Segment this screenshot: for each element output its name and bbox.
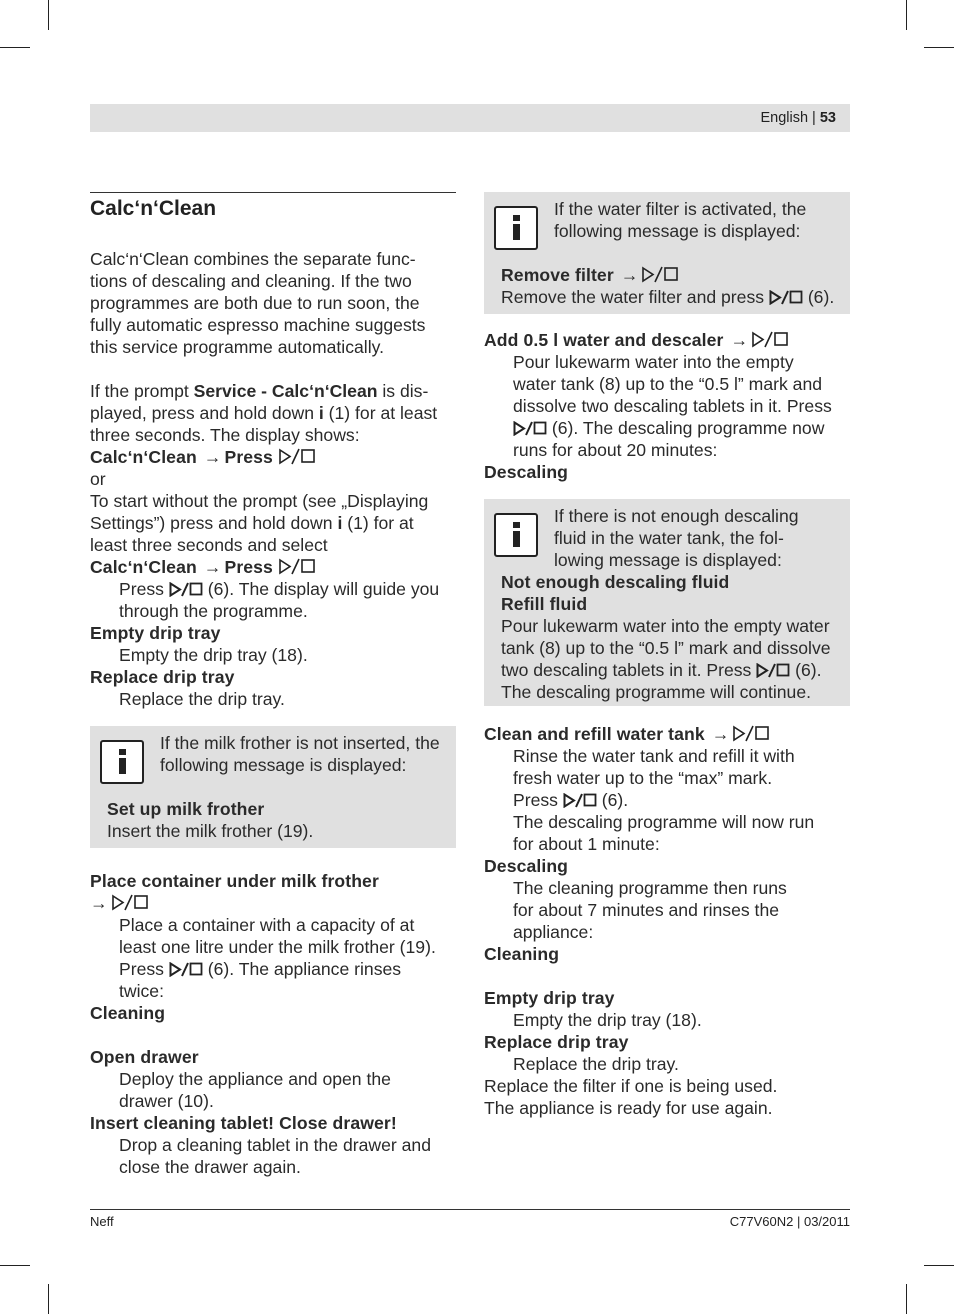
info-note (484, 499, 850, 706)
text-line (90, 578, 456, 600)
text-line: Place a container with a capacity of at (119, 915, 415, 935)
start-stop-symbol (563, 793, 597, 808)
crop-mark (906, 1284, 907, 1314)
start-stop-symbol (169, 582, 203, 597)
text: is dis- (377, 381, 429, 401)
text-line: If the water filter is activated, the (554, 199, 807, 219)
text-line: for about 1 minute: (513, 834, 660, 854)
display-message: Service - Calc‘n‘Clean (193, 381, 378, 401)
text-line: twice: (119, 981, 164, 1001)
text: (6). The descaling programme now (547, 418, 825, 438)
text: (6). (802, 287, 835, 307)
step-title: Insert cleaning tablet! Close drawer! (90, 1113, 397, 1133)
info-note (484, 192, 850, 314)
display-message: Descaling (484, 856, 569, 876)
text: played, press and hold down (90, 403, 319, 423)
text-line: The cleaning programme then runs (513, 878, 787, 898)
text-line (501, 659, 846, 681)
text-line: fluid in the water tank, the fol- (554, 528, 784, 548)
crop-mark (924, 1265, 954, 1266)
text-line: for about 7 minutes and rinses the (513, 900, 780, 920)
crop-mark (906, 0, 907, 30)
text-line: water tank (8) up to the “0.5 l” mark and (513, 374, 823, 394)
display-message: Descaling (484, 462, 569, 482)
text-line: this service programme automatically. (90, 337, 384, 357)
start-stop-symbol (756, 663, 790, 678)
right-column (484, 192, 850, 1119)
arrow-icon: → (620, 265, 639, 285)
text: (6). (790, 660, 822, 680)
info-icon (494, 513, 538, 557)
text: (6). The display will guide you (202, 579, 440, 599)
footer-brand: Neff (90, 1214, 114, 1229)
separator: | (812, 110, 816, 126)
text-line (484, 417, 850, 439)
start-stop-icon (732, 725, 772, 742)
text: (6). (596, 790, 629, 810)
text-line: Insert the milk frother (19). (107, 821, 314, 841)
text-line (501, 286, 846, 308)
start-stop-symbol (769, 290, 803, 305)
display-message (501, 264, 846, 286)
info-icon (494, 206, 538, 250)
page-number: 53 (819, 110, 836, 126)
step-title (484, 329, 850, 351)
start-stop-icon (751, 331, 791, 348)
text: Add 0.5 l water and descaler (484, 330, 724, 350)
crop-mark (924, 47, 954, 48)
step-title (484, 723, 850, 745)
step-title: Replace drip tray (484, 1032, 629, 1052)
text: Settings”) press and hold down (90, 513, 338, 533)
text-line: tions of descaling and cleaning. If the two (90, 271, 412, 291)
text-line: Pour lukewarm water into the empty (513, 352, 794, 372)
info-icon (100, 740, 144, 784)
text: Press (119, 579, 169, 599)
text-line: through the programme. (119, 601, 308, 621)
text-line: tank (8) up to the “0.5 l” mark and dissolve (501, 638, 831, 658)
text-line: If the milk frother is not inserted, the (160, 733, 440, 753)
language-label: English (760, 110, 809, 126)
text: (1) for at least (323, 403, 438, 423)
page-header (90, 104, 850, 132)
step-title: Place container under milk frother (90, 871, 379, 891)
step-title: Empty drip tray (90, 623, 221, 643)
crop-mark (48, 1284, 49, 1314)
display-message: Cleaning (484, 944, 560, 964)
text-line: Pour lukewarm water into the empty water (501, 616, 830, 636)
text-line: dissolve two descaling tablets in it. Press (513, 396, 832, 416)
text-line: The appliance is ready for use again. (484, 1098, 773, 1118)
footer-divider (90, 1209, 850, 1210)
text-line: Deploy the appliance and open the (119, 1069, 391, 1089)
start-stop-icon (278, 558, 318, 575)
text-line: Empty the drip tray (18). (513, 1010, 702, 1030)
text-line: Replace the filter if one is being used. (484, 1076, 778, 1096)
display-message: Refill fluid (501, 594, 588, 614)
arrow-icon: → (711, 724, 730, 744)
info-button-label: i (318, 403, 324, 423)
text-line: Empty the drip tray (18). (119, 645, 308, 665)
text: If the prompt (90, 381, 194, 401)
text: two descaling tablets in it. Press (501, 660, 757, 680)
text: Calc‘n‘Clean (90, 557, 197, 577)
arrow-icon: → (90, 893, 108, 913)
text-line: programmes are both due to run soon, the (90, 293, 420, 313)
text-line: lowing message is displayed: (554, 550, 782, 570)
start-stop-icon (111, 894, 151, 911)
text-line: fully automatic espresso machine suggests (90, 315, 426, 335)
text-line (90, 958, 456, 980)
display-message (90, 446, 456, 468)
text-line: The descaling programme will continue. (501, 682, 811, 702)
display-message (90, 556, 456, 578)
text-line (90, 402, 456, 424)
text: Press (513, 790, 563, 810)
text-line (90, 512, 456, 534)
text-line: fresh water up to the “max” mark. (513, 768, 773, 788)
arrow-icon: → (203, 447, 222, 467)
text-line: Replace the drip tray. (513, 1054, 679, 1074)
start-stop-symbol (513, 421, 547, 436)
info-note (90, 726, 456, 848)
text-line: Replace the drip tray. (119, 689, 285, 709)
display-message: Not enough descaling fluid (501, 572, 730, 592)
display-message (90, 892, 456, 914)
display-message: Cleaning (90, 1003, 166, 1023)
step-title: Open drawer (90, 1047, 199, 1067)
intro-paragraph (90, 248, 456, 358)
text-line: runs for about 20 minutes: (513, 440, 718, 460)
text-line: close the drawer again. (119, 1157, 301, 1177)
text-line (90, 380, 456, 402)
start-stop-icon (278, 448, 318, 465)
text-line: Drop a cleaning tablet in the drawer and (119, 1135, 431, 1155)
info-button-label: i (337, 513, 343, 533)
text-line: least three seconds and select (90, 535, 328, 555)
arrow-icon: → (203, 557, 222, 577)
text-line: appliance: (513, 922, 594, 942)
text: Remove filter (501, 265, 614, 285)
text-line: drawer (10). (119, 1091, 214, 1111)
crop-mark (0, 1265, 30, 1266)
text-line: following message is displayed: (160, 755, 407, 775)
start-stop-icon (641, 266, 681, 283)
text: Calc‘n‘Clean (90, 447, 197, 467)
header-label (760, 109, 836, 127)
text-line: Rinse the water tank and refill it with (513, 746, 795, 766)
text-line: If there is not enough descaling (554, 506, 799, 526)
arrow-icon: → (730, 330, 749, 350)
text: Press (224, 557, 273, 577)
crop-mark (0, 47, 30, 48)
text: Clean and refill water tank (484, 724, 705, 744)
text: Press (119, 959, 169, 979)
text-line (484, 789, 850, 811)
text-line: or (90, 469, 106, 489)
text: (1) for at (342, 513, 414, 533)
text: Remove the water filter and press (501, 287, 769, 307)
text-line: To start without the prompt (see „Displaying (90, 491, 429, 511)
start-stop-symbol (169, 962, 203, 977)
text: Press (224, 447, 273, 467)
text-line: Calc‘n‘Clean combines the separate func- (90, 249, 416, 269)
footer-doc-code: C77V60N2 | 03/2011 (729, 1214, 850, 1229)
text-line: three seconds. The display shows: (90, 425, 360, 445)
step-title: Replace drip tray (90, 667, 235, 687)
text: (6). The appliance rinses (202, 959, 402, 979)
text-line: The descaling programme will now run (513, 812, 815, 832)
section-title: Calc‘n‘Clean (90, 197, 217, 220)
step-title: Empty drip tray (484, 988, 615, 1008)
crop-mark (48, 0, 49, 30)
left-column (90, 192, 456, 1178)
display-message: Set up milk frother (107, 799, 265, 819)
text-line: following message is displayed: (554, 221, 801, 241)
text-line: least one litre under the milk frother (19). (119, 937, 436, 957)
